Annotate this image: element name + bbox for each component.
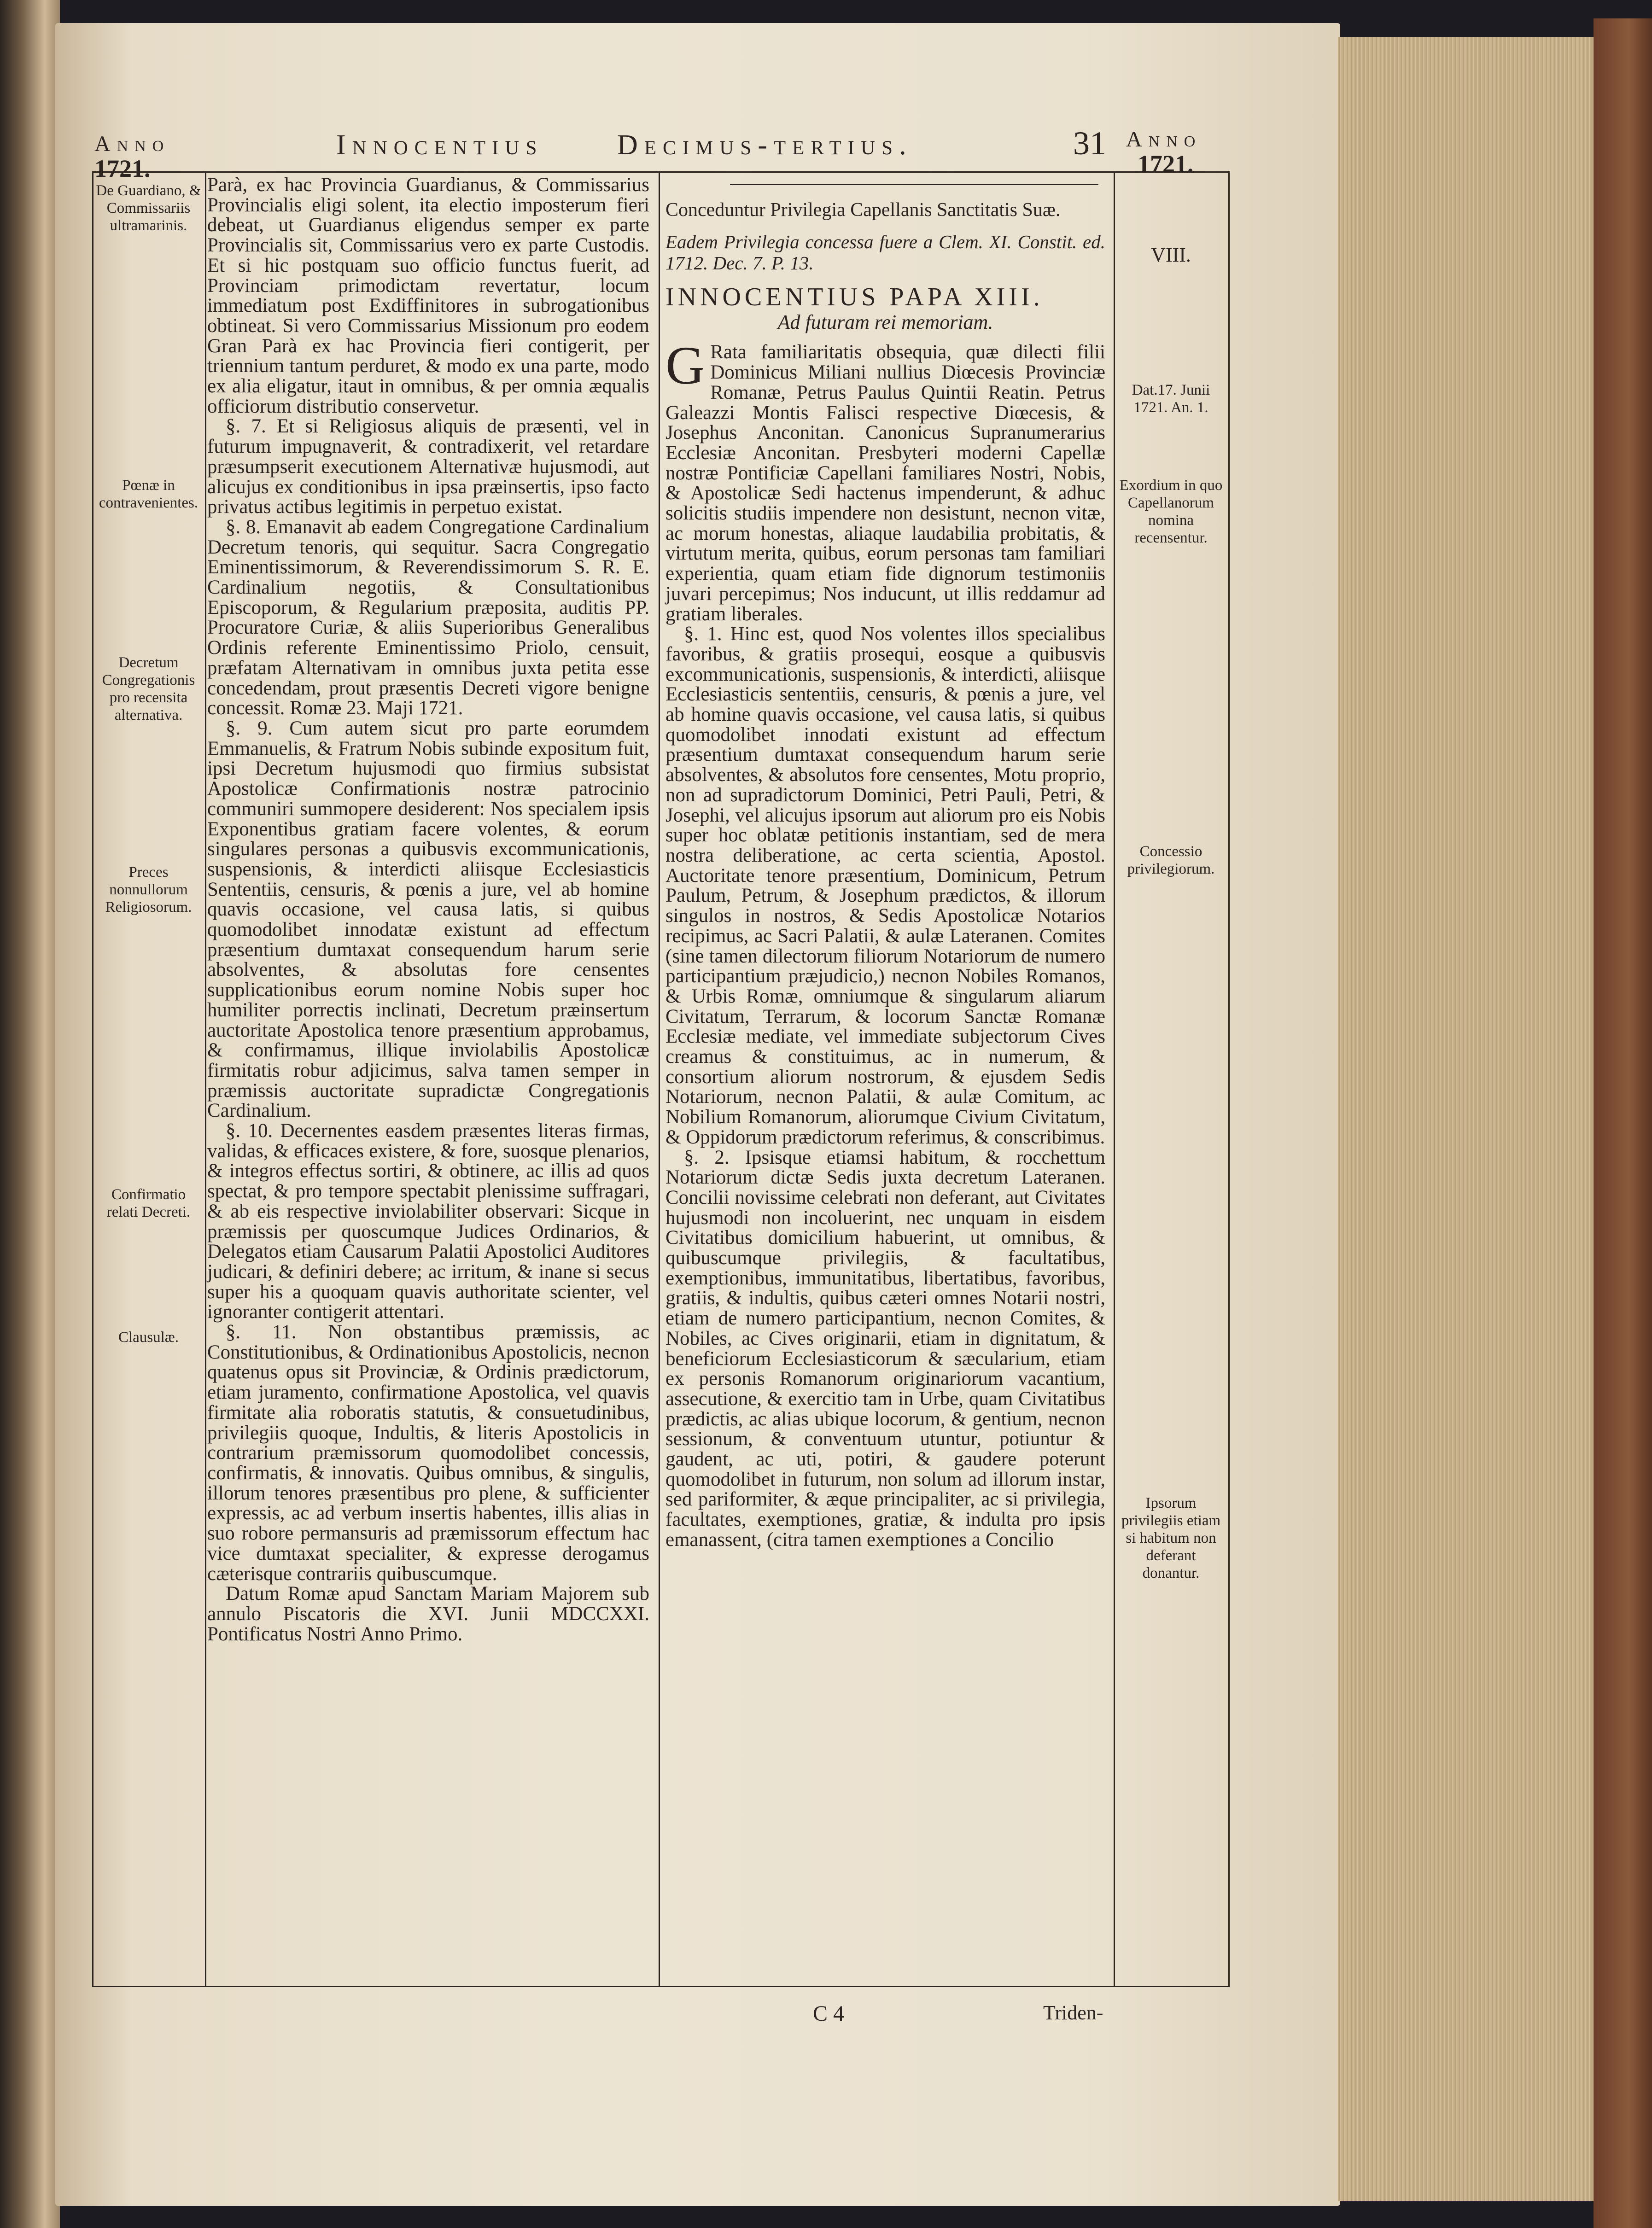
right-text-column <box>665 175 1105 1550</box>
paragraph <box>665 335 1105 625</box>
left-page-edge <box>0 0 60 2228</box>
year-right: 1721. <box>1138 150 1194 178</box>
margin-column-rule-left <box>205 171 206 1986</box>
page-number: 31 <box>1073 125 1106 162</box>
dating-clause: Datum Romæ apud Sanctam Mariam Majorem sub annulo Piscatoris die XVI. Junii MDCCXXI. Pontificatus Nostri Anno Primo. <box>207 1583 649 1645</box>
section-rule <box>730 184 1098 185</box>
margin-note: Dat.17. Junii 1721. An. 1. <box>1132 382 1210 416</box>
paragraph: §. 7. Et si Religiosus aliquis de præsenti, vel in futurum impugnaverit, & contradixerit, vel retardare præsumpserit executionem Alternativæ hujusmodi, aut alicujus ex conditionibus in ipsa præinsertis, ipso facto privatus actibus legitimis in perpetuo existat. <box>207 415 649 518</box>
margin-note: Decretum Congregationis pro recensita alternativa. <box>102 654 195 723</box>
summary-reference: Eadem Privilegia concessa fuere a Clem. XI. Constit. ed. 1712. Dec. 7. P. 13. <box>665 231 1105 274</box>
summary-notice: Conceduntur Privilegia Capellanis Sanctitatis Suæ. <box>665 199 1061 221</box>
paragraph: §. 2. Ipsisque etiamsi habitum, & rocchettum Notariorum dictæ Sedis juxta decretum Lateranen. Concilii novissime celebrati non deferant, aut Civitates hujusmodi non incoluerint, nec unquam in eisdem Civitatibus domicilium habuerint, ut omnibus, & quibuscumque privilegiis, & facultatibus, exemptionibus, immunitatibus, libertatibus, favoribus, gratiis, & indultis, quibus cæteri omnes Notarii nostri, etiam de numero participantium, necnon Comites, & Nobiles, ac Cives originarii, etiam in dignitatum, & beneficiorum Ecclesiasticorum & sæcularium, etiam ex personis Romanorum originariorum vacantium, assecutione, & exercitio tam in Urbe, quam Civitatibus prædictis, ac alias ubique locorum, & gentium, necnon sessionum, & conventuum utuntur, potiuntur & gaudent, ac uti, potiri, & gaudere poterunt quomodolibet in futurum, non solum ad illorum instar, sed pariformiter, & æque principaliter, ac si privilegia, facultates, exemptiones, gratiæ, & indulta pro ipsis emanassent, (citra tamen exemptiones a Concilio <box>665 1146 1105 1551</box>
margin-note: Concessio privilegiorum. <box>1127 843 1215 877</box>
margin-note-section-number: VIII. <box>1151 244 1191 266</box>
bull-title: INNOCENTIUS PAPA XIII. <box>665 283 1044 311</box>
running-head-word-1: Innocentius <box>336 129 543 161</box>
page-fore-edge <box>1338 37 1614 2201</box>
drop-cap: G <box>665 335 705 396</box>
margin-note: Clausulæ. <box>118 1329 179 1346</box>
paragraph: §. 11. Non obstantibus præmissis, ac Constitutionibus, & Ordinationibus Apostolicis, necnon quatenus opus sit Provinciæ, & Ordinis prædictorum, etiam juramento, confirmatione Apostolica, vel quavis firmitate alia roboratis statutis, & consuetudinibus, privilegiis quoque, Indultis, & literis Apostolicis in contrarium præmissorum quomodolibet concessis, confirmatis, & innovatis. Quibus omnibus, & singulis, illorum tenores præsentibus pro plene, & sufficienter expressis, ac ad verbum insertis habentes, illis alias in suo robore permansuris ad præmissorum effectum hac vice dumtaxat specialiter, & expresse derogamus cæterisque contrariis quibuscumque. <box>207 1321 649 1585</box>
anno-label-right: Anno <box>1126 127 1202 152</box>
book-cover <box>1594 18 1652 2228</box>
anno-label-left: Anno <box>94 132 170 156</box>
left-text-column <box>207 175 649 1644</box>
running-head-word-2: Decimus-tertius. <box>617 129 913 161</box>
margin-note: Confirmatio relati Decreti. <box>106 1186 191 1220</box>
margin-note: Exordium in quo Capellanorum nomina recensentur. <box>1119 477 1223 546</box>
paragraph: §. 10. Decernentes easdem præsentes literas firmas, validas, & efficaces existere, & fore, suosque plenarios, & integros effectus sortiri, & obtinere, ac illis ad quos spectat, & pro tempore spectabit plenissime suffragari, & ab eis respective inviolabiliter observari: Sicque in præmissis per quoscumque Judices Ordinarios, & Delegatos etiam Causarum Palatii Apostolici Auditores judicari, & definiri debere; ac irritum, & inane si secus super his a quoquam quavis authoritate scienter, vel ignoranter contigerit attentari. <box>207 1120 649 1323</box>
margin-column-rule-right <box>1114 171 1115 1986</box>
margin-note: Pœnæ in contravenientes. <box>99 477 198 511</box>
catchword: Triden- <box>1043 2001 1103 2024</box>
paragraph: Parà, ex hac Provincia Guardianus, & Commissarius Provincialis eligi solent, ita electio imposterum fieri debeat, ut Guardianus eligendus semper ex parte Provincialis sit, Commissarius vero ex parte Custodis. Et si hic postquam suo officio functus fuerit, ad Provinciam primodictam revertatur, locum immediatum post Exdiffinitores in subrogationibus obtineat. Si vero Commissarius Missionum pro eodem Gran Parà ex hac Provincia fieri contigerit, per triennium tantum perduret, & modo ex una parte, modo ex alia eligatur, itaut in omnibus, & per omnia æqualis officiorum distributio conservetur. <box>207 174 649 417</box>
paragraph: §. 1. Hinc est, quod Nos volentes illos specialibus favoribus, & gratiis prosequi, eosque a quibusvis excommunicationis, suspensionis, & interdicti, aliisque Ecclesiasticis sententiis, censuris, & pœnis a jure, vel ab homine quavis occasione, vel causa latis, si quibus quomodolibet innodati existunt ad effectum præsentium dumtaxat consequendum harum serie absolventes, & absolutos fore censentes, Motu proprio, non ad supradictorum Dominici, Petri Pauli, Petri, & Josephi, vel alicujus ipsorum aut aliorum pro eis Nobis super hoc oblatæ petitionis instantiam, sed de mera nostra deliberatione, ac certa scientia, Apostol. Auctoritate tenore præsentium, Dominicum, Petrum Paulum, Petrum, & Josephum prædictos, & illorum singulos in nostros, & Sedis Apostolicæ Notarios recipimus, ac Sacri Palatii, & aulæ Lateranen. Comites (sine tamen dilectorum filiorum Notariorum de numero participantium præjudicio,) necnon Nobiles Romanos, & Urbis Romæ, omniumque & singularum aliarum Civitatum, Terrarum, & locorum Sanctæ Romanæ Ecclesiæ mediate, vel immediate subjectorum Cives creamus & constituimus, ac in numerum, & consortium aliorum nostrorum, & ejusdem Sedis Notariorum, necnon Palatii, & aulæ Comitum, ac Nobilium Romanorum, aliorumque Civium Civitatum, & Oppidorum prædictorum referimus, & conscribimus. <box>665 623 1105 1148</box>
frame-right-rule <box>1228 171 1230 1986</box>
center-column-rule <box>659 171 660 1986</box>
margin-note: Ipsorum privilegiis etiam si habitum non deferant donantur. <box>1121 1495 1221 1581</box>
frame-bottom-rule <box>92 1986 1230 1987</box>
frame-left-rule <box>92 171 93 1986</box>
bull-subtitle: Ad futuram rei memoriam. <box>777 310 993 333</box>
signature-mark: C 4 <box>813 2001 845 2026</box>
year-left: 1721. <box>94 155 151 182</box>
frame-top-rule <box>92 171 1230 173</box>
paragraph: §. 8. Emanavit ab eadem Congregatione Cardinalium Decretum tenoris, qui sequitur. Sacra Congregatio Eminentissimorum, & Reverendissimorum S. R. E. Cardinalium negotiis, & Consultationibus Episcoporum, & Regularium præposita, auditis PP. Procuratore Curiæ, & aliis Superioribus Generalibus Ordinis referente Eminentissimo Priolo, censuit, præfatam Alternativam in omnibus juxta petita esse concedendam, prout præsentis Decreti vigore benigne concessit. Romæ 23. Maji 1721. <box>207 516 649 719</box>
paragraph: §. 9. Cum autem sicut pro parte eorumdem Emmanuelis, & Fratrum Nobis subinde expositum fuit, ipsi Decretum hujusmodi quo firmius subsistat Apostolicæ Confirmationis nostræ patrocinio communiri summopere desiderent: Nos specialem ipsis Exponentibus gratiam facere volentes, & eorum singulares personas a quibusvis excommunicationis, suspensionis, & interdicti aliisque Ecclesiasticis Sententiis, censuris, & pœnis a jure, vel ab homine quavis occasione, vel causa latis, si quibus quomodolibet innodatæ existunt ad effectum præsentium dumtaxat consequendum harum serie absolventes, & absolutas fore censentes supplicationibus eorum nomine Nobis super hoc humiliter porrectis inclinati, Decretum præinsertum auctoritate Apostolica tenore præsentium approbamus, & confirmamus, illique inviolabilis Apostolicæ firmitatis robur adjicimus, salva tamen semper in præmissis auctoritate supradictæ Congregationis Cardinalium. <box>207 717 649 1122</box>
margin-note: Preces nonnullorum Religiosorum. <box>105 864 192 916</box>
paragraph-text: Rata familiaritatis obsequia, quæ dilecti filii Dominicus Miliani nullius Diœcesis Provinciæ Romanæ, Petrus Paulus Quintii Reatin. Petrus Galeazzi Montis Falisci respective Diœcesis, & Josephus Anconitan. Canonicus Supranumerarius Ecclesiæ Anconitan. Presbyteri moderni Capellæ nostræ Pontificiæ Capellani familiares Nostri, Nobis, & Apostolicæ Sedi hactenus impenderunt, & adhuc solicitis studiis impendere non desistunt, necnon vitæ, ac morum honestas, aliaque laudabilia probitatis, & virtutum merita, quibus, eorum personas tam familiari experientia, quam etiam fide dignorum testimoniis juvari percepimus; Nos inducunt, ut illis reddamur ad gratiam liberales. <box>665 341 1105 625</box>
margin-note: De Guardiano, & Commissariis ultramarinis. <box>96 182 201 234</box>
